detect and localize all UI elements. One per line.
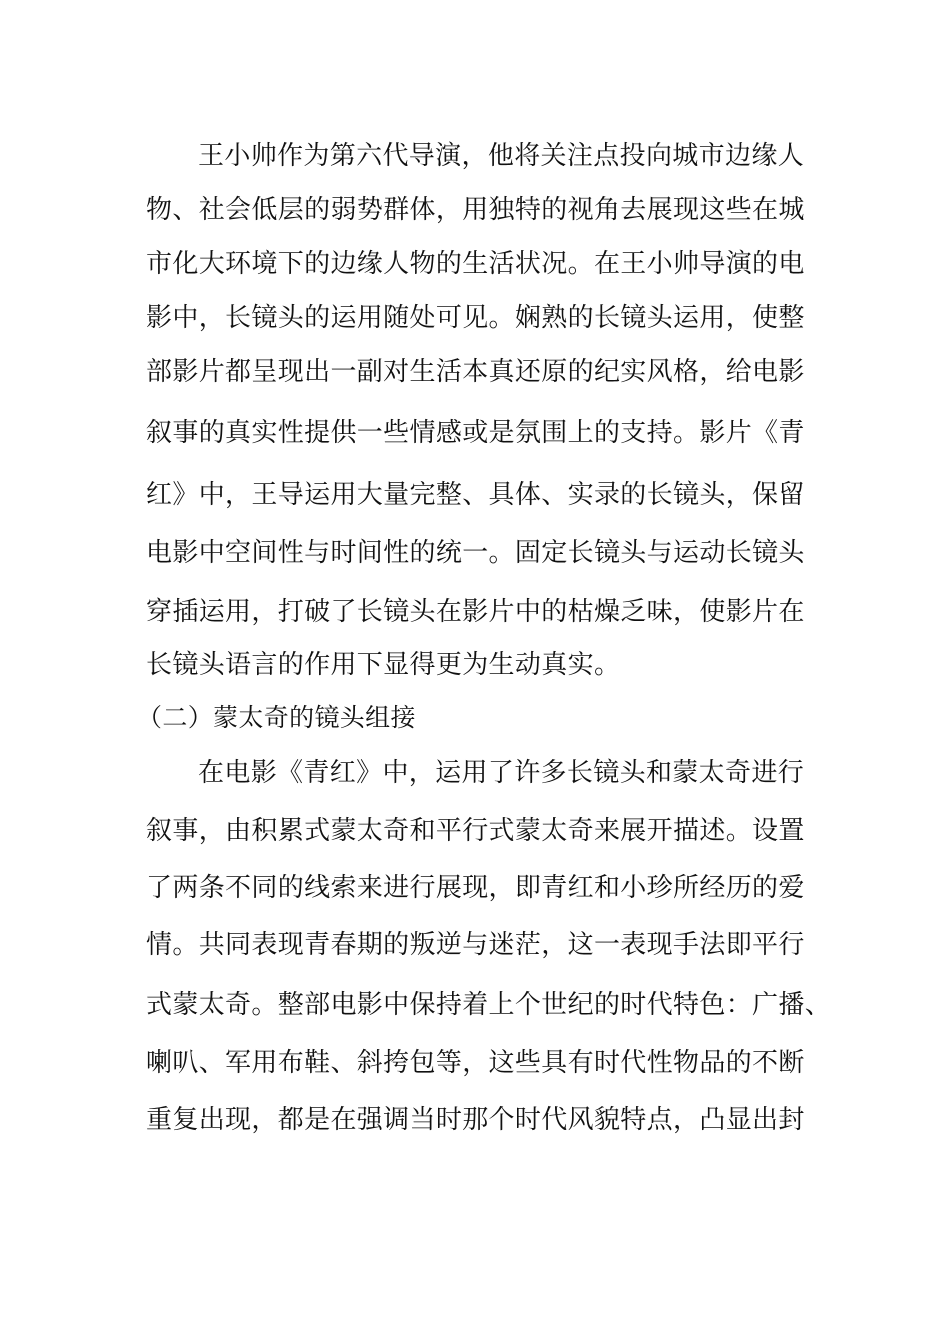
paragraph-line: 部影片都呈现出一副对生活本真还原的纪实风格，给电影 xyxy=(146,357,805,387)
paragraph-line: 情。共同表现青春期的叛逆与迷茫，这一表现手法即平行 xyxy=(146,930,805,960)
paragraph-line: 穿插运用，打破了长镜头在影片中的枯燥乏味，使影片在 xyxy=(146,597,805,627)
paragraph-line: 在电影《青红》中，运用了许多长镜头和蒙太奇进行 xyxy=(198,758,805,788)
paragraph-line: 红》中，王导运用大量完整、具体、实录的长镜头，保留 xyxy=(146,480,805,510)
paragraph-line: 了两条不同的线索来进行展现，即青红和小珍所经历的爱 xyxy=(146,873,805,903)
paragraph-line: 重复出现，都是在强调当时那个时代风貌特点，凸显出封 xyxy=(146,1105,805,1135)
paragraph-line: 影中，长镜头的运用随处可见。娴熟的长镜头运用，使整 xyxy=(146,303,805,333)
paragraph-line: 电影中空间性与时间性的统一。固定长镜头与运动长镜头 xyxy=(146,538,805,568)
paragraph-line: 市化大环境下的边缘人物的生活状况。在王小帅导演的电 xyxy=(146,249,805,279)
paragraph-line: 物、社会低层的弱势群体，用独特的视角去展现这些在城 xyxy=(146,195,805,225)
paragraph-line: 王小帅作为第六代导演，他将关注点投向城市边缘人 xyxy=(198,141,805,171)
paragraph-line: 喇叭、军用布鞋、斜挎包等，这些具有时代性物品的不断 xyxy=(146,1048,805,1078)
section-heading: （二）蒙太奇的镜头组接 xyxy=(137,703,416,732)
paragraph-line: 式蒙太奇。整部电影中保持着上个世纪的时代特色：广播、 xyxy=(146,990,832,1020)
paragraph-line: 叙事的真实性提供一些情感或是氛围上的支持。影片《青 xyxy=(146,418,805,448)
paragraph-line: 长镜头语言的作用下显得更为生动真实。 xyxy=(146,650,621,680)
paragraph-line: 叙事，由积累式蒙太奇和平行式蒙太奇来展开描述。设置 xyxy=(146,816,805,846)
